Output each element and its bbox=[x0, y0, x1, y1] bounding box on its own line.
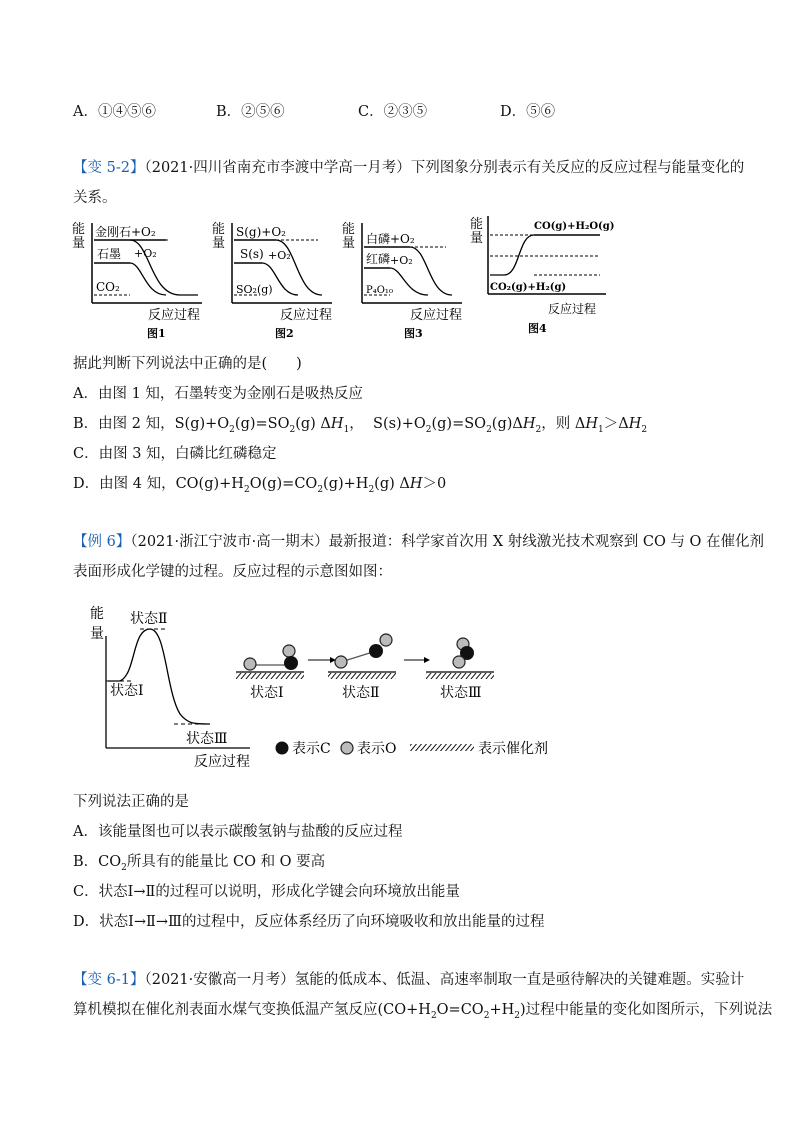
q52-option-b: B．由图 2 知，$S(g)+O_2(g)=SO_2(g)$ $\Delta H_1$， $S(s)+O_2(g)=SO_2(g)\Delta H_2$，则 $\Delta H_1>\Delta H_2$ bbox=[73, 416, 648, 435]
q6-tag: 【例 6】 bbox=[73, 534, 131, 550]
option-b: B．②⑤⑥ bbox=[216, 104, 285, 120]
fig4-bottom-label: CO₂(g)+H₂(g) bbox=[490, 282, 567, 293]
fig4-top-label: CO(g)+H₂O(g) bbox=[534, 221, 615, 232]
q52-stem-line2: 关系。 bbox=[73, 190, 117, 206]
q52-stem-line1 bbox=[73, 156, 744, 177]
q52-option-c: C．由图 3 知，白磷比红磷稳定 bbox=[73, 446, 277, 462]
q6-state2-label: 状态Ⅱ bbox=[130, 611, 168, 627]
fig3-top-label: 白磷+O₂ bbox=[366, 232, 415, 246]
fig3-mid-label: 红磷 bbox=[366, 252, 391, 266]
q52-option-d: D．由图 4 知，$CO(g)+H_2O(g)=CO_2(g)+H_2(g)$ ΔH＞0 bbox=[73, 476, 447, 495]
fig3-xlabel: 反应过程 bbox=[410, 308, 463, 323]
figure-3 bbox=[340, 213, 470, 347]
fig1-top-label: 金刚石+O₂ bbox=[95, 225, 156, 239]
figure-2 bbox=[210, 213, 340, 347]
fig4-ylabel-2: 量 bbox=[470, 231, 484, 246]
q6-option-c: C．状态Ⅰ→Ⅱ的过程可以说明，形成化学键会向环境放出能量 bbox=[73, 884, 460, 900]
q6-state3-label: 状态Ⅲ bbox=[186, 731, 228, 747]
state1-molecule bbox=[236, 645, 304, 679]
legend-c-dot bbox=[276, 742, 289, 755]
option-c: C．②③⑤ bbox=[358, 104, 428, 120]
q61-stem-line2: 算机模拟在催化剂表面水煤气变换低温产氢反应$(CO+H_2O=CO_2+H_2)$过程中能量的变化如图所示，下列说法 bbox=[73, 1002, 773, 1021]
state3-molecule bbox=[426, 638, 494, 679]
q6-option-d: D．状态Ⅰ→Ⅱ→Ⅲ的过程中，反应体系经历了向环境吸收和放出能量的过程 bbox=[73, 914, 545, 930]
q6-stem-text: （2021·浙江宁波市·高一期末）最新报道：科学家首次用 X 射线激光技术观察到 CO 与 O 在催化剂 bbox=[130, 534, 765, 550]
option-a: A．①④⑤⑥ bbox=[73, 104, 156, 120]
q6-mol-state2: 状态Ⅱ bbox=[342, 685, 380, 701]
fig1-caption: 图1 bbox=[147, 327, 166, 340]
fig2-mid-plus: +O₂ bbox=[268, 249, 291, 262]
fig1-mid-label: 石墨 bbox=[97, 247, 122, 261]
legend-catalyst-label: 表示催化剂 bbox=[478, 741, 548, 757]
q6-question: 下列说法正确的是 bbox=[73, 794, 189, 810]
q52-question: 据此判断下列说法中正确的是( ) bbox=[73, 356, 302, 372]
fig3-ylabel-2: 量 bbox=[342, 236, 356, 251]
fig2-ylabel-2: 量 bbox=[212, 236, 226, 251]
q52-option-b-text: B．由图 2 知，S(g)+O bbox=[73, 416, 230, 432]
fig1-xlabel: 反应过程 bbox=[148, 308, 201, 323]
q52-option-d-text: D．由图 4 知，CO(g)+H bbox=[73, 476, 244, 492]
fig3-mid-plus: +O₂ bbox=[390, 254, 413, 267]
q61-stem-end: )过程中能量的变化如图所示，下列说法 bbox=[519, 1002, 773, 1018]
legend-o-dot bbox=[341, 742, 353, 754]
fig4-ylabel-1: 能 bbox=[470, 217, 484, 232]
q52-stem-text: （2021·四川省南充市李渡中学高一月考）下列图象分别表示有关反应的反应过程与能量变化的 bbox=[144, 160, 745, 176]
fig1-ylabel-1: 能 bbox=[72, 222, 86, 237]
q6-stem-line2: 表面形成化学键的过程。反应过程的示意图如图： bbox=[73, 564, 392, 580]
fig4-xlabel: 反应过程 bbox=[548, 302, 597, 316]
legend-c-label: 表示C bbox=[292, 741, 331, 757]
fig2-mid-label: S(s) bbox=[240, 247, 264, 261]
fig4-caption: 图4 bbox=[528, 322, 547, 335]
figure-1 bbox=[70, 213, 210, 347]
legend-o-label: 表示O bbox=[357, 741, 397, 757]
fig2-xlabel: 反应过程 bbox=[280, 308, 333, 323]
q61-tag: 【变 6-1】 bbox=[73, 972, 145, 988]
fig3-ylabel-1: 能 bbox=[342, 222, 356, 237]
fig2-bottom-label: SO₂(g) bbox=[236, 283, 273, 296]
q6-state1-label: 状态Ⅰ bbox=[110, 683, 144, 699]
q6-mol-state1: 状态Ⅰ bbox=[250, 685, 284, 701]
q6-option-b-post: 所具有的能量比 CO 和 O 要高 bbox=[126, 854, 326, 870]
option-d: D．⑤⑥ bbox=[500, 104, 556, 120]
fig2-top-label: S(g)+O₂ bbox=[236, 225, 286, 239]
q61-stem-text: （2021·安徽高一月考）氢能的低成本、低温、高速率制取一直是亟待解决的关键难题。实验计 bbox=[144, 972, 745, 988]
q6-option-a: A．该能量图也可以表示碳酸氢钠与盐酸的反应过程 bbox=[73, 824, 403, 840]
q52-option-a: A．由图 1 知，石墨转变为金刚石是吸热反应 bbox=[73, 386, 363, 402]
figure-4 bbox=[468, 210, 618, 347]
q61-stem-mid: O=CO bbox=[436, 1002, 484, 1018]
fig3-bottom-label: P₄O₁₀ bbox=[366, 285, 393, 296]
q61-stem-pre: 算机模拟在催化剂表面水煤气变换低温产氢反应(CO+H bbox=[73, 1002, 431, 1018]
fig1-ylabel-2: 量 bbox=[72, 236, 86, 251]
legend-catalyst-swatch bbox=[410, 744, 474, 751]
state2-molecule bbox=[328, 634, 396, 679]
q6-stem-line1 bbox=[73, 530, 764, 551]
fig3-caption: 图3 bbox=[404, 327, 423, 340]
fig2-ylabel-1: 能 bbox=[212, 222, 226, 237]
q6-mol-state3: 状态Ⅲ bbox=[440, 685, 482, 701]
q6-ylabel-2: 量 bbox=[90, 626, 104, 642]
q52-tag: 【变 5-2】 bbox=[73, 160, 145, 176]
q6-option-b: B．$CO_2$所具有的能量比 CO 和 O 要高 bbox=[73, 854, 326, 873]
q6-xlabel: 反应过程 bbox=[194, 754, 250, 770]
q6-option-b-pre: B．CO bbox=[73, 854, 122, 870]
q6-ylabel-1: 能 bbox=[90, 606, 104, 622]
q61-stem-mid2: +H bbox=[489, 1002, 515, 1018]
q61-stem-line1 bbox=[73, 968, 744, 989]
q6-figure bbox=[70, 596, 590, 780]
fig1-mid-plus: +O₂ bbox=[134, 247, 157, 260]
fig1-bottom-label: CO₂ bbox=[96, 280, 120, 294]
fig2-caption: 图2 bbox=[275, 327, 294, 340]
